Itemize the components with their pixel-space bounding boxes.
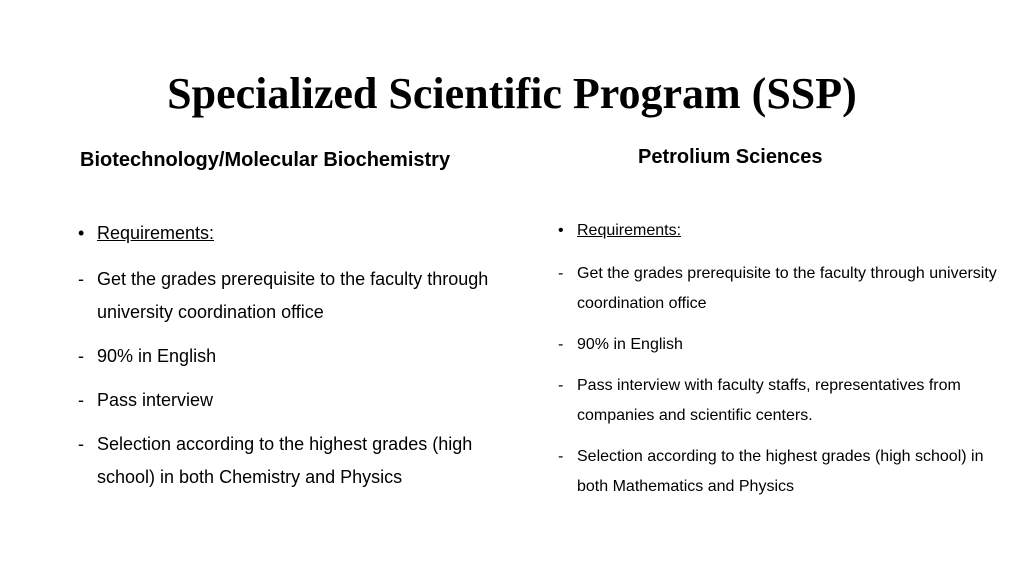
list-item (558, 371, 998, 431)
list-item (78, 263, 498, 329)
dash-icon: - (78, 269, 84, 289)
bullet-icon: • (558, 222, 564, 239)
right-column-heading: Petrolium Sciences (638, 146, 823, 168)
list-item (558, 259, 998, 319)
list-item-text: Pass interview with faculty staffs, representatives from companies and scientific centers. (577, 377, 961, 424)
list-item (558, 330, 998, 360)
dash-icon: - (558, 265, 564, 282)
dash-icon: - (558, 377, 564, 394)
right-column (558, 219, 998, 513)
left-column-heading: Biotechnology/Molecular Biochemistry (80, 149, 451, 171)
list-item (558, 442, 998, 502)
left-requirements-heading (78, 220, 498, 246)
requirements-label: Requirements: (97, 223, 215, 243)
dash-icon: - (558, 448, 564, 465)
list-item (78, 428, 498, 494)
slide-title: Specialized Scientific Program (SSP) (167, 69, 857, 119)
list-item-text: Get the grades prerequisite to the faculty through university coordination office (577, 265, 997, 312)
dash-icon: - (78, 434, 84, 454)
list-item-text: Selection according to the highest grades (high school) in both Chemistry and Physics (97, 434, 473, 487)
requirements-label: Requirements: (577, 222, 682, 239)
right-requirements-heading (558, 219, 998, 243)
list-item-text: Selection according to the highest grades (high school) in both Mathematics and Physics (577, 448, 984, 495)
list-item (78, 340, 498, 373)
dash-icon: - (78, 346, 84, 366)
dash-icon: - (558, 336, 564, 353)
bullet-icon: • (78, 223, 85, 243)
list-item-text: 90% in English (577, 336, 683, 353)
dash-icon: - (78, 390, 84, 410)
list-item-text: Get the grades prerequisite to the faculty through university coordination office (97, 269, 489, 322)
list-item-text: Pass interview (97, 390, 214, 410)
left-column (78, 220, 498, 505)
list-item (78, 384, 498, 417)
list-item-text: 90% in English (97, 346, 217, 366)
